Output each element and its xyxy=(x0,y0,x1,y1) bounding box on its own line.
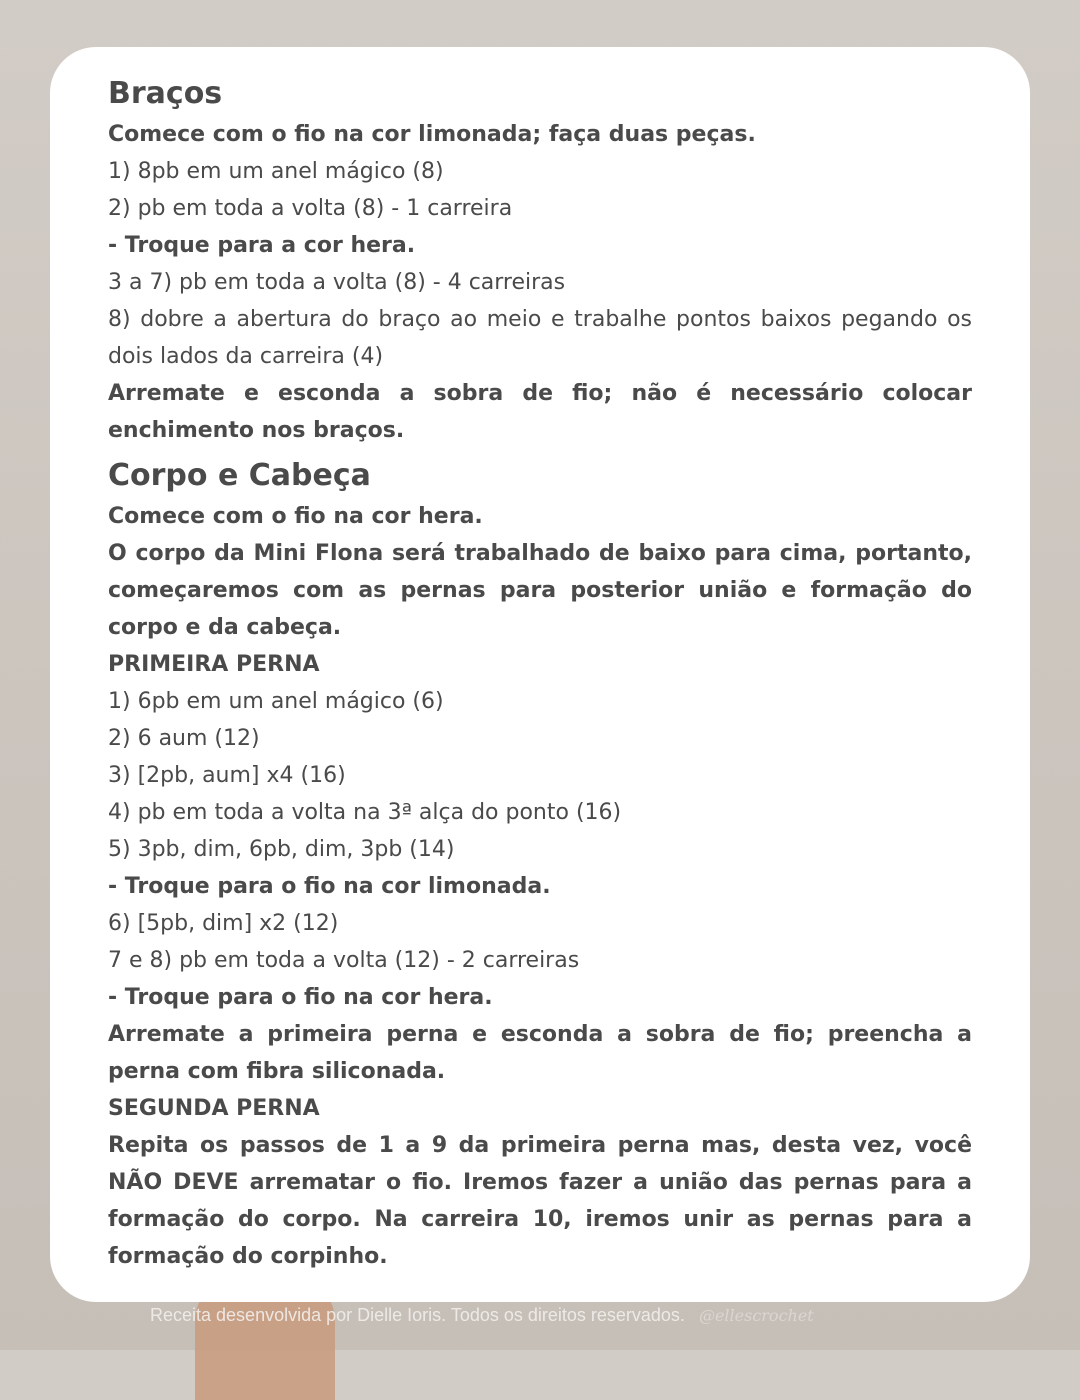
arms-round-3-7: 3 a 7) pb em toda a volta (8) - 4 carreiras xyxy=(108,270,566,295)
arms-color-swap: - Troque para a cor hera. xyxy=(108,233,416,258)
arms-round-2: 2) pb em toda a volta (8) - 1 carreira xyxy=(108,196,513,221)
footer-signature: @ellescrochet xyxy=(698,1306,814,1325)
body-title: Corpo e Cabeça xyxy=(108,458,371,493)
arms-round-1: 1) 8pb em um anel mágico (8) xyxy=(108,159,444,184)
leg1-round-4: 4) pb em toda a volta na 3ª alça do ponto (16) xyxy=(108,800,622,825)
body-intro: Comece com o fio na cor hera. xyxy=(108,504,483,529)
body-description: O corpo da Mini Flona será trabalhado de baixo para cima, portanto, começaremos com as pernas para posterior união e formação do corpo e da cabeça. xyxy=(108,541,972,640)
footer-credit xyxy=(150,1305,950,1326)
recipe-content xyxy=(108,72,972,1275)
arms-finish: Arremate e esconda a sobra de fio; não é necessário colocar enchimento nos braços. xyxy=(108,381,972,443)
arms-intro: Comece com o fio na cor limonada; faça duas peças. xyxy=(108,122,756,147)
leg1-round-3: 3) [2pb, aum] x4 (16) xyxy=(108,763,346,788)
leg1-round-6: 6) [5pb, dim] x2 (12) xyxy=(108,911,339,936)
footer-credit-text: Receita desenvolvida por Dielle Ioris. Todos os direitos reservados. xyxy=(150,1305,685,1325)
leg1-round-7-8: 7 e 8) pb em toda a volta (12) - 2 carreiras xyxy=(108,948,580,973)
leg1-title: PRIMEIRA PERNA xyxy=(108,652,320,677)
leg2-text: Repita os passos de 1 a 9 da primeira perna mas, desta vez, você NÃO DEVE arrematar o fio. Iremos fazer a união das pernas para a formação do corpo. Na carreira 10, iremos unir as pernas para a formação do corpinho. xyxy=(108,1133,972,1269)
leg1-round-5: 5) 3pb, dim, 6pb, dim, 3pb (14) xyxy=(108,837,455,862)
leg1-color-swap-2: - Troque para o fio na cor hera. xyxy=(108,985,493,1010)
leg1-round-1: 1) 6pb em um anel mágico (6) xyxy=(108,689,444,714)
arms-round-8: 8) dobre a abertura do braço ao meio e trabalhe pontos baixos pegando os dois lados da carreira (4) xyxy=(108,307,972,369)
arms-title: Braços xyxy=(108,76,223,111)
leg1-round-2: 2) 6 aum (12) xyxy=(108,726,260,751)
leg1-finish: Arremate a primeira perna e esconda a sobra de fio; preencha a perna com fibra siliconada. xyxy=(108,1022,972,1084)
leg2-title: SEGUNDA PERNA xyxy=(108,1096,320,1121)
leg1-color-swap-1: - Troque para o fio na cor limonada. xyxy=(108,874,551,899)
